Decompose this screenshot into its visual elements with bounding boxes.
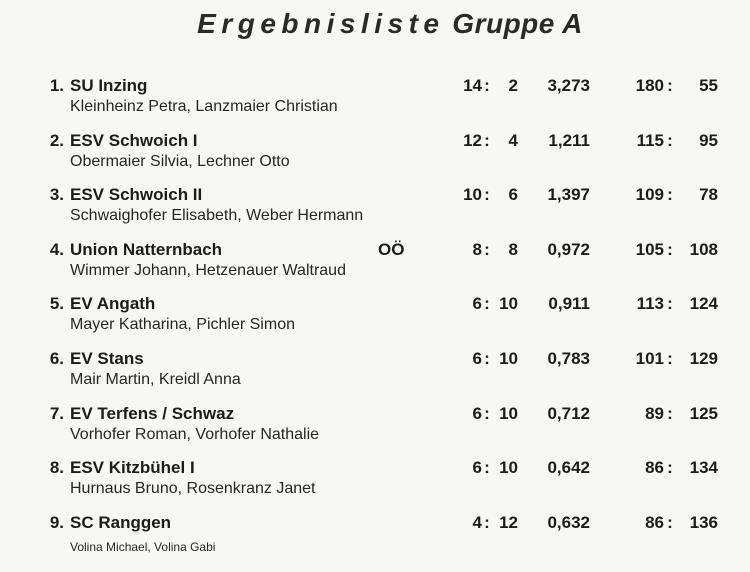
club-name: Union Natternbach — [70, 239, 223, 259]
balls-against: 134 — [689, 458, 718, 478]
balls-sep: : — [667, 239, 673, 259]
ratio: 0,911 — [548, 294, 590, 314]
balls-against: 55 — [699, 76, 718, 95]
points-sep: : — [484, 239, 490, 259]
balls-sep: : — [667, 294, 673, 314]
balls-for: 180 — [635, 76, 664, 95]
result-row — [0, 456, 750, 511]
points-against: 12 — [499, 512, 518, 532]
club-name: SU Inzing — [70, 76, 148, 95]
players: Mair Martin, Kreidl Anna — [70, 370, 241, 388]
players: Obermaier Silvia, Lechner Otto — [70, 152, 290, 170]
result-main-line — [0, 131, 750, 153]
points-for: 6 — [472, 458, 482, 478]
ratio: 0,642 — [547, 458, 590, 478]
ratio: 1,397 — [547, 185, 590, 205]
title-word-1: Ergebnisliste — [197, 8, 445, 39]
balls-for: 86 — [645, 458, 664, 478]
club-name: EV Terfens / Schwaz — [70, 403, 235, 423]
players: Wimmer Johann, Hetzenauer Waltraud — [70, 261, 346, 279]
balls-against: 129 — [689, 348, 718, 368]
region-code: OÖ — [378, 239, 405, 259]
rank: 2. — [49, 130, 64, 150]
points-for: 14 — [463, 76, 482, 95]
points-for: 4 — [472, 512, 482, 532]
balls-for: 115 — [636, 130, 664, 150]
club-name: EV Angath — [70, 294, 156, 314]
balls-sep: : — [667, 403, 673, 423]
points-for: 6 — [472, 294, 482, 314]
rank: 6. — [49, 348, 64, 368]
result-row — [0, 74, 750, 129]
balls-sep: : — [667, 130, 673, 150]
club-name: ESV Schwoich I — [70, 130, 198, 150]
result-main-line — [0, 185, 750, 207]
players: Kleinheinz Petra, Lanzmaier Christian — [70, 98, 338, 115]
players: Hurnaus Bruno, Rosenkranz Janet — [70, 480, 316, 498]
points-against: 4 — [508, 130, 518, 150]
balls-for: 109 — [635, 185, 664, 205]
balls-for: 101 — [635, 348, 664, 368]
result-main-line — [0, 404, 750, 426]
rank: 3. — [49, 185, 64, 205]
result-row — [0, 183, 750, 238]
points-sep: : — [484, 130, 490, 150]
club-name: EV Stans — [70, 348, 144, 368]
rank: 5. — [49, 294, 64, 314]
result-row — [0, 511, 750, 566]
result-row — [0, 347, 750, 402]
club-name: SC Ranggen — [70, 512, 172, 532]
club-name: ESV Schwoich II — [70, 185, 203, 205]
balls-sep: : — [667, 185, 673, 205]
points-for: 10 — [463, 185, 482, 205]
players: Mayer Katharina, Pichler Simon — [70, 316, 295, 334]
balls-sep: : — [667, 512, 673, 532]
points-against: 10 — [499, 294, 518, 314]
result-row — [0, 238, 750, 293]
ratio: 0,783 — [547, 348, 590, 368]
points-sep: : — [484, 458, 490, 478]
ratio: 1,211 — [548, 130, 590, 150]
result-row — [0, 129, 750, 184]
players: Vorhofer Roman, Vorhofer Nathalie — [70, 425, 320, 443]
page-title — [0, 8, 750, 40]
balls-against: 108 — [689, 239, 718, 259]
points-for: 12 — [463, 130, 482, 150]
result-main-line — [0, 294, 750, 316]
result-main-line — [0, 458, 750, 480]
title-word-2: Gruppe A — [452, 8, 583, 39]
ratio: 0,632 — [547, 512, 590, 532]
result-main-line — [0, 76, 750, 98]
balls-against: 125 — [689, 403, 718, 423]
balls-against: 78 — [699, 185, 718, 205]
result-main-line — [0, 349, 750, 371]
result-main-line — [0, 240, 750, 262]
results-list — [0, 74, 750, 565]
points-for: 6 — [472, 348, 482, 368]
points-sep: : — [484, 403, 490, 423]
players: Schwaighofer Elisabeth, Weber Hermann — [70, 207, 364, 225]
balls-sep: : — [667, 348, 673, 368]
points-for: 8 — [472, 239, 482, 259]
points-sep: : — [484, 512, 490, 532]
balls-against: 136 — [689, 512, 718, 532]
points-against: 10 — [499, 458, 518, 478]
rank: 9. — [49, 512, 64, 532]
points-against: 6 — [508, 185, 518, 205]
balls-sep: : — [667, 458, 673, 478]
points-against: 10 — [499, 403, 518, 423]
players: Volina Michael, Volina Gabi — [70, 539, 216, 554]
result-main-line — [0, 513, 750, 535]
points-against: 8 — [508, 239, 518, 259]
balls-for: 113 — [636, 294, 664, 314]
result-row — [0, 292, 750, 347]
rank: 8. — [49, 458, 64, 478]
club-name: ESV Kitzbühel I — [70, 458, 195, 478]
rank: 4. — [49, 239, 64, 259]
points-sep: : — [484, 185, 490, 205]
balls-for: 105 — [635, 239, 664, 259]
points-sep: : — [484, 348, 490, 368]
balls-for: 86 — [645, 512, 664, 532]
ratio: 0,712 — [547, 403, 590, 423]
balls-against: 124 — [689, 294, 718, 314]
balls-sep: : — [667, 76, 673, 95]
rank: 7. — [49, 403, 64, 423]
points-sep: : — [484, 76, 490, 95]
rank: 1. — [49, 76, 64, 95]
balls-for: 89 — [645, 403, 664, 423]
result-row — [0, 402, 750, 457]
ratio: 0,972 — [547, 239, 590, 259]
balls-against: 95 — [699, 130, 718, 150]
points-for: 6 — [472, 403, 482, 423]
points-sep: : — [484, 294, 490, 314]
points-against: 10 — [499, 348, 518, 368]
points-against: 2 — [508, 76, 518, 95]
ratio: 3,273 — [547, 76, 590, 95]
